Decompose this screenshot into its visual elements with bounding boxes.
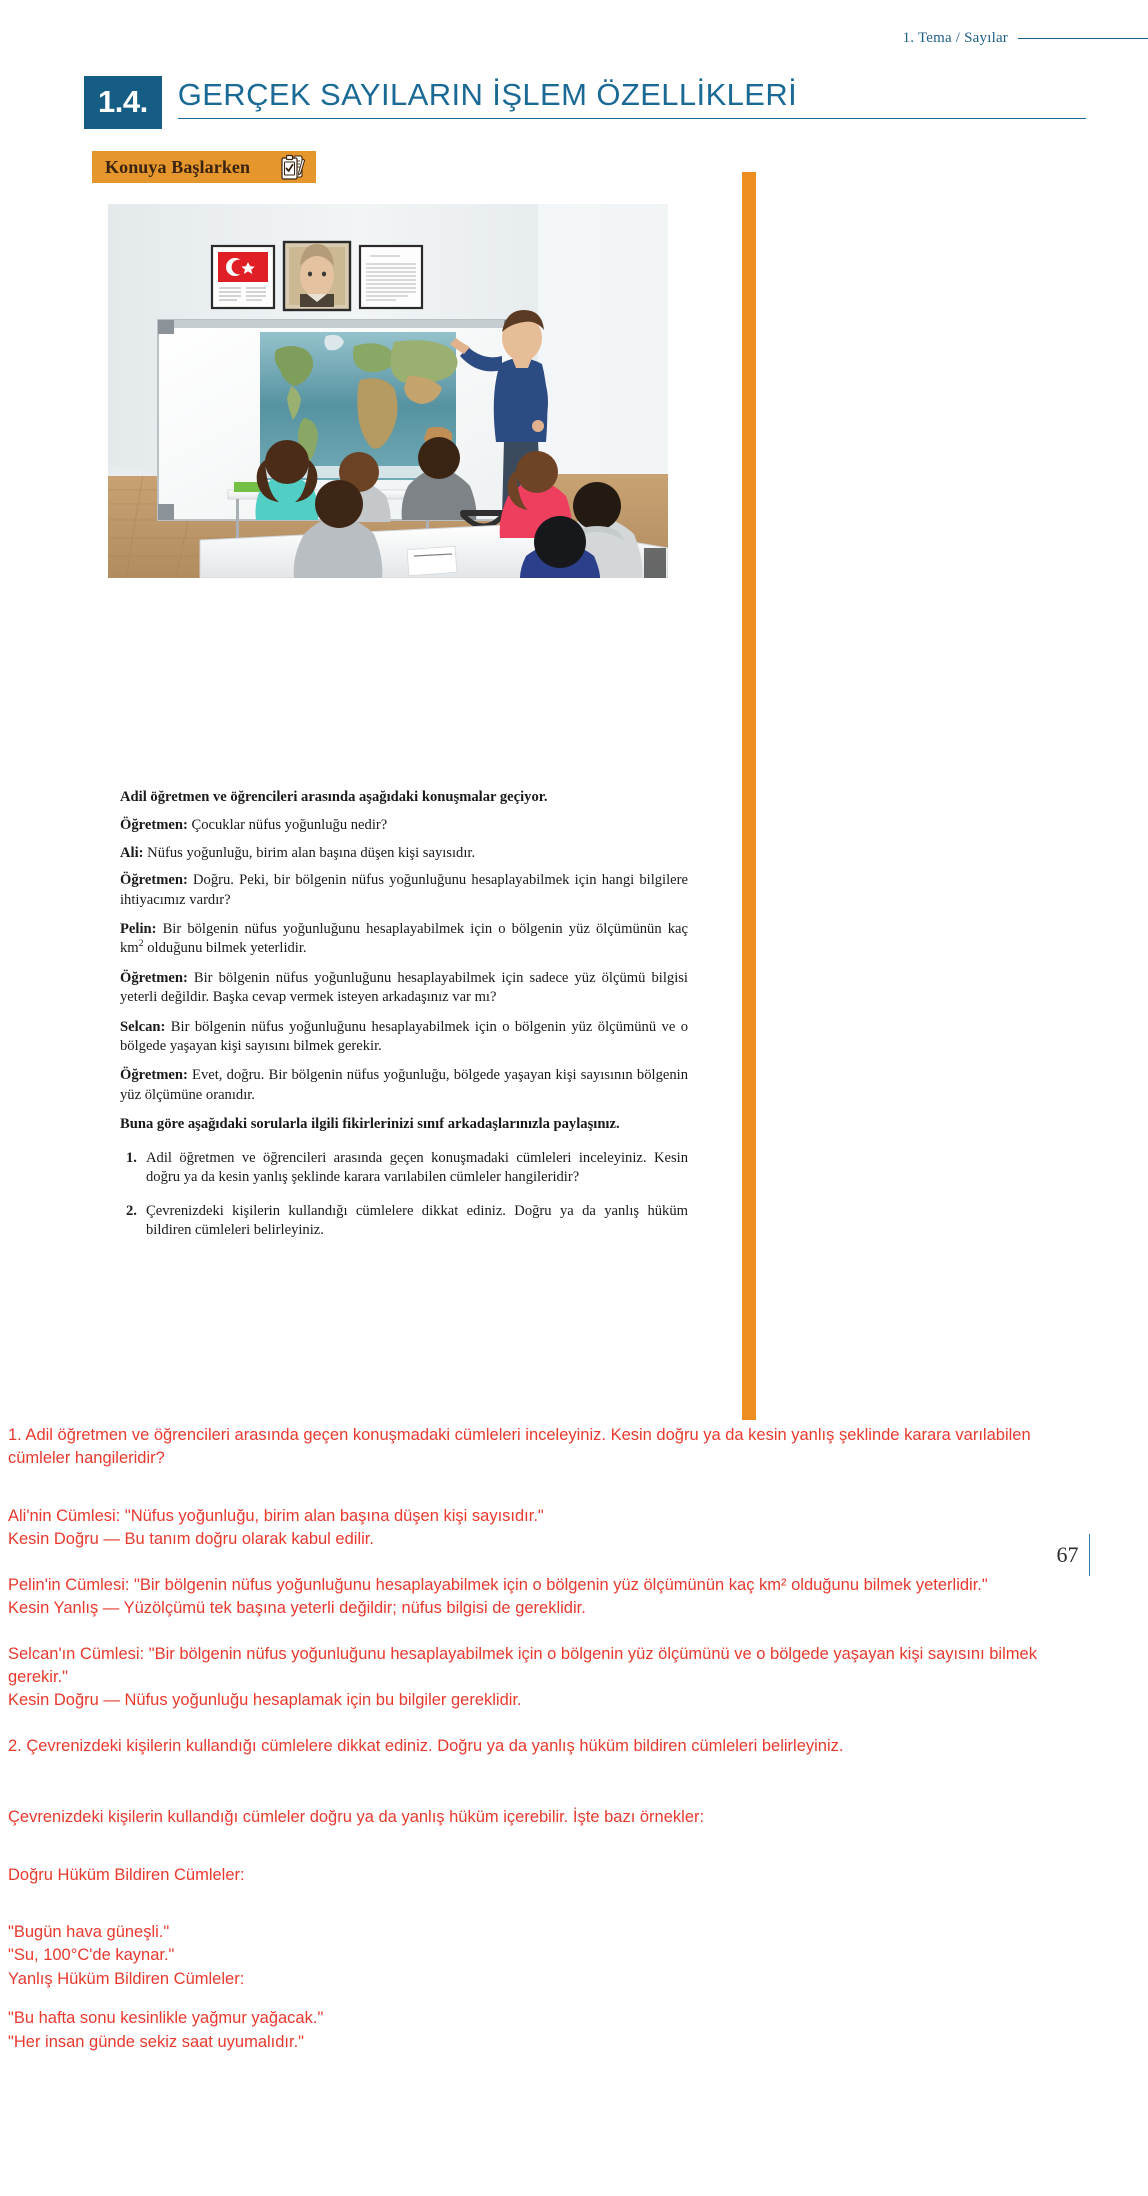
speaker-label: Pelin: — [120, 921, 157, 938]
answer-ali-sentence: Ali'nin Cümlesi: "Nüfus yoğunluğu, birim alan başına düşen kişi sayısıdır." — [8, 1506, 544, 1525]
orange-side-rule — [742, 172, 756, 1420]
classroom-photo — [108, 204, 668, 578]
page-number: 67 — [1056, 1542, 1079, 1567]
speaker-label: Ali: — [120, 844, 144, 861]
answer-q2-intro-block — [8, 1806, 1068, 1829]
speaker-label: Öğretmen: — [120, 872, 188, 889]
speaker-text: Çocuklar nüfus yoğunluğu nedir? — [187, 817, 388, 834]
answer-false-example-2: "Her insan günde sekiz saat uyumalıdır." — [8, 2032, 305, 2051]
speaker-label: Öğretmen: — [120, 1067, 188, 1084]
dialogue-lead: Adil öğretmen ve öğrencileri arasında aşağıdaki konuşmalar geçiyor. — [120, 789, 548, 805]
dialogue-turn-3 — [120, 871, 688, 910]
question-text: Adil öğretmen ve öğrencileri arasında geçen konuşmadaki cümleleri inceleyiniz. Kesin doğru ya da kesin yanlış şeklinde karara varılabilen cümleler hangileridir? — [146, 1149, 688, 1186]
answer-q1-prompt-block — [8, 1424, 1068, 1471]
question-text: Çevrenizdeki kişilerin kullandığı cümlelere dikkat ediniz. Doğru ya da yanlış hüküm bildiren cümleleri belirleyiniz. — [146, 1202, 688, 1238]
dialogue-turn-5 — [120, 969, 688, 1008]
answer-true-example-2: "Su, 100°C'de kaynar." — [8, 1946, 175, 1965]
running-head-rule — [1018, 38, 1148, 39]
dialogue-turn-6 — [120, 1018, 688, 1057]
speaker-label: Selcan: — [120, 1018, 166, 1035]
answer-false-example-1: "Bu hafta sonu kesinlikle yağmur yağacak." — [8, 2009, 324, 2028]
answer-selcan-verdict: Kesin Doğru — Nüfus yoğunluğu hesaplamak için bu bilgiler gereklidir. — [8, 1691, 522, 1710]
dialogue-closing-instruction: Buna göre aşağıdaki sorularla ilgili fikirlerinizi sınıf arkadaşlarınızla paylaşınız. — [120, 1116, 620, 1133]
answer-true-heading-block — [8, 1864, 1068, 1887]
dialogue-turn-1 — [120, 816, 688, 835]
question-list — [120, 1149, 688, 1241]
dialogue-turn-4 — [120, 920, 688, 959]
section-number-badge: 1.4. — [84, 76, 162, 129]
answer-selcan-block — [8, 1643, 1068, 1713]
list-item — [120, 1202, 688, 1241]
speaker-text-post: olduğunu bilmek yeterlidir. — [143, 940, 307, 957]
badge-label: Konuya Başlarken — [105, 156, 251, 177]
speaker-label: Öğretmen: — [120, 969, 188, 986]
clipboard-checklist-icon — [280, 153, 306, 181]
answer-pelin-block — [8, 1574, 1068, 1621]
dialogue-turn-2 — [120, 844, 688, 863]
answer-true-heading: Doğru Hüküm Bildiren Cümleler: — [8, 1865, 245, 1884]
answer-false-examples-block — [8, 2007, 1068, 2054]
speaker-text: Doğru. Peki, bir bölgenin nüfus yoğunluğunu hesaplayabilmek için hangi bilgilere ihtiyacımız vardır? — [120, 872, 688, 908]
answer-q2-prompt-block — [8, 1735, 1068, 1758]
dialogue-block — [120, 788, 688, 1254]
answer-true-examples-block — [8, 1921, 1068, 1991]
section-title-underline — [178, 118, 1086, 120]
answer-ali-verdict: Kesin Doğru — Bu tanım doğru olarak kabul edilir. — [8, 1530, 374, 1549]
answer-pelin-sentence: Pelin'in Cümlesi: "Bir bölgenin nüfus yoğunluğunu hesaplayabilmek için o bölgenin yüz ölçümünün kaç km² olduğunu bilmek yeterlidir." — [8, 1575, 988, 1594]
list-item — [120, 1149, 688, 1188]
answer-ali-block — [8, 1505, 1068, 1552]
question-number: 1. — [126, 1149, 137, 1166]
page-number-rule — [1089, 1534, 1091, 1576]
running-head-label: 1. Tema / Sayılar — [902, 30, 1008, 46]
section-title-block — [178, 76, 1086, 119]
question-number: 2. — [126, 1202, 137, 1219]
speaker-text: Bir bölgenin nüfus yoğunluğunu hesaplayabilmek için o bölgenin yüz ölçümünü ve o bölgede yaşayan kişi sayısını bilmek gerekir. — [120, 1018, 688, 1055]
answer-pelin-verdict: Kesin Yanlış — Yüzölçümü tek başına yeterli değildir; nüfus bilgisi de gereklidir. — [8, 1599, 586, 1618]
answer-q1-prompt: 1. Adil öğretmen ve öğrencileri arasında geçen konuşmadaki cümleleri inceleyiniz. Kesin doğru ya da kesin yanlış şeklinde karara varılabilen cümleler hangileridir? — [8, 1426, 1031, 1468]
speaker-text: Evet, doğru. Bir bölgenin nüfus yoğunluğu, bölgede yaşayan kişi sayısının bölgenin yüz ölçümüne oranıdır. — [120, 1067, 688, 1103]
answer-false-heading: Yanlış Hüküm Bildiren Cümleler: — [8, 1969, 245, 1988]
speaker-label: Öğretmen: — [120, 817, 188, 834]
answer-annotations — [8, 1424, 1068, 2076]
section-heading — [84, 76, 1086, 129]
konuya-baslarken-badge — [92, 151, 316, 183]
page-running-head — [628, 30, 1148, 47]
answer-q2-intro: Çevrenizdeki kişilerin kullandığı cümleler doğru ya da yanlış hüküm içerebilir. İşte bazı örnekler: — [8, 1808, 705, 1827]
page-title: GERÇEK SAYILARIN İŞLEM ÖZELLİKLERİ — [177, 77, 798, 112]
dialogue-turn-7 — [120, 1066, 688, 1105]
superscript-exponent: 2 — [138, 938, 144, 950]
speaker-text: Bir bölgenin nüfus yoğunluğunu hesaplayabilmek için sadece yüz ölçümü bilgisi yeterli değildir. Başka cevap vermek isteyen arkadaşınız var mı? — [120, 969, 688, 1006]
answer-selcan-sentence: Selcan'ın Cümlesi: "Bir bölgenin nüfus yoğunluğunu hesaplayabilmek için o bölgenin yüz ölçümünü ve o bölgede yaşayan kişi sayısını bilmek gerekir." — [8, 1644, 1037, 1686]
answer-q2-prompt: 2. Çevrenizdeki kişilerin kullandığı cümlelere dikkat ediniz. Doğru ya da yanlış hüküm bildiren cümleleri belirleyiniz. — [8, 1736, 844, 1755]
speaker-text-pre: Bir bölgenin nüfus yoğunluğunu hesaplayabilmek için o bölgenin yüz ölçümünün kaç km — [120, 921, 688, 957]
answer-true-example-1: "Bugün hava güneşli." — [8, 1923, 170, 1942]
speaker-text: Nüfus yoğunluğu, birim alan başına düşen kişi sayısıdır. — [143, 844, 476, 861]
